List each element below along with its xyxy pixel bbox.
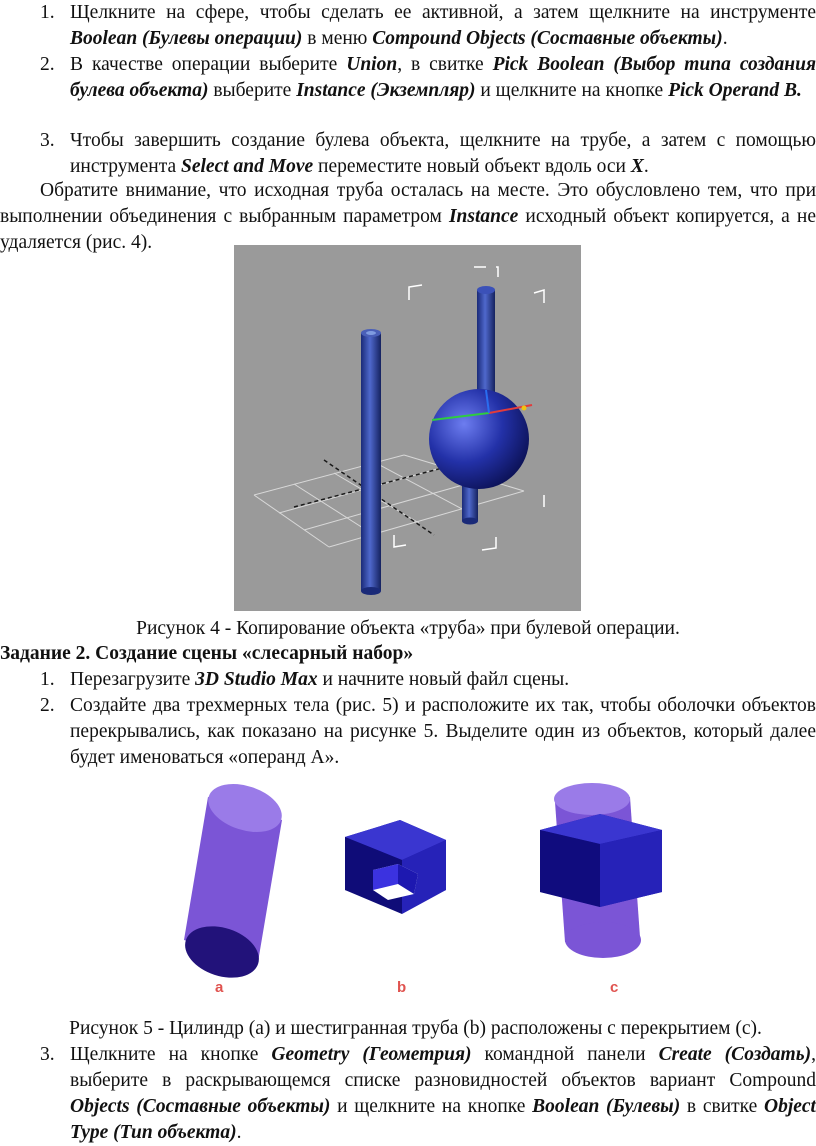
list-item (40, 128, 816, 180)
list-number: 2. (40, 695, 55, 716)
text-run: . (643, 156, 649, 177)
figure-5-label-a: a (215, 979, 224, 996)
task-heading: Задание 2. Создание сцены «слесарный набор» (0, 643, 414, 664)
text-run: переместите новый объект вдоль оси (313, 156, 631, 177)
text-run: командной панели (471, 1044, 659, 1065)
list-item (40, 693, 816, 771)
text-run: в свитке (680, 1096, 764, 1117)
text-run: . (236, 1122, 242, 1143)
figure-4-caption: Рисунок 4 - Копирование объекта «труба» при булевой операции. (136, 618, 680, 639)
emphasized-term: Boolean (Булевы) (532, 1096, 681, 1117)
emphasized-term: Boolean (Булевы операции) (70, 28, 303, 49)
hex-tube-b (345, 820, 446, 914)
text-run: . (722, 28, 728, 49)
text-run: и щелкните на кнопке (330, 1096, 533, 1117)
text-run: Создайте два трехмерных тела (рис. 5) и расположите их так, чтобы оболочки объектов перекрывались, как показано на рисунке 5. Выделите один из объектов, который далее будет именоваться «операнд А». (70, 695, 816, 768)
figure-5 (170, 772, 670, 1004)
emphasized-term: Instance (448, 206, 519, 227)
list-number: 1. (40, 669, 55, 690)
text-run: В качестве операции выберите (70, 54, 347, 75)
text-run: Щелкните на кнопке (70, 1044, 272, 1065)
text-run: и щелкните на кнопке (475, 80, 669, 101)
figure-4-viewport (234, 245, 581, 611)
emphasized-term: Instance (Экземпляр) (296, 80, 476, 101)
text-run: Обратите внимание, что исходная труба осталась на месте. Это обусловлено тем, что при выполнении объединения с выбранным параметром (0, 180, 816, 227)
list-number: 2. (40, 54, 55, 75)
emphasized-term: Union (346, 54, 398, 75)
list-item (40, 1042, 816, 1146)
list-item (40, 667, 816, 693)
list-item-text (70, 52, 816, 104)
emphasized-term: Create (Создать) (658, 1044, 812, 1065)
figure-4-render (234, 245, 581, 611)
list-item (40, 52, 816, 104)
list-item-text (70, 1042, 816, 1146)
figure-5-caption: Рисунок 5 - Цилиндр (а) и шестигранная труба (b) расположены с перекрытием (с). (69, 1018, 762, 1039)
list-number: 1. (40, 2, 55, 23)
text-run: Чтобы завершить создание булева объекта, щелкните на трубе, а затем с помощью инструмента (70, 130, 816, 177)
cylinder-a (178, 775, 287, 986)
figure-5-label-b: b (397, 979, 407, 996)
list-item-text (70, 0, 816, 52)
text-run: Щелкните на сфере, чтобы сделать ее активной, а затем щелкните на инструменте (70, 2, 816, 23)
overlap-c (540, 783, 662, 958)
figure-5-label-c: c (610, 979, 619, 996)
original-tube (361, 329, 381, 595)
text-run: , выберите в раскрывающемся списке разновидностей объектов вариант Compound (70, 1044, 816, 1091)
emphasized-term: Pick Boolean (Выбор типа создания булева объекта) (70, 54, 816, 101)
text-run: и начните новый файл сцены. (317, 669, 570, 690)
list-item-text (70, 128, 816, 180)
emphasized-term: X (630, 156, 644, 177)
list-number: 3. (40, 130, 55, 151)
emphasized-term: Select and Move (181, 156, 314, 177)
emphasized-term: Geometry (Геометрия) (271, 1044, 472, 1065)
list-number: 3. (40, 1044, 55, 1065)
emphasized-term: Objects (Составные объекты) (70, 1096, 331, 1117)
figure-5-render (170, 772, 670, 1004)
list-item-text (70, 667, 816, 693)
emphasized-term: Object Type (Тип объекта) (70, 1096, 816, 1143)
text-run: выберите (208, 80, 297, 101)
text-run: Перезагрузите (70, 669, 196, 690)
text-run: исходный объект копируется, а не удаляется (рис. 4). (0, 206, 816, 253)
text-run: в меню (302, 28, 373, 49)
list-item (40, 0, 816, 52)
text-run: , в свитке (397, 54, 493, 75)
emphasized-term: 3D Studio Max (195, 669, 318, 690)
list-item-text (70, 693, 816, 771)
emphasized-term: Compound Objects (Составные объекты) (372, 28, 723, 49)
emphasized-term: Pick Operand B. (668, 80, 802, 101)
